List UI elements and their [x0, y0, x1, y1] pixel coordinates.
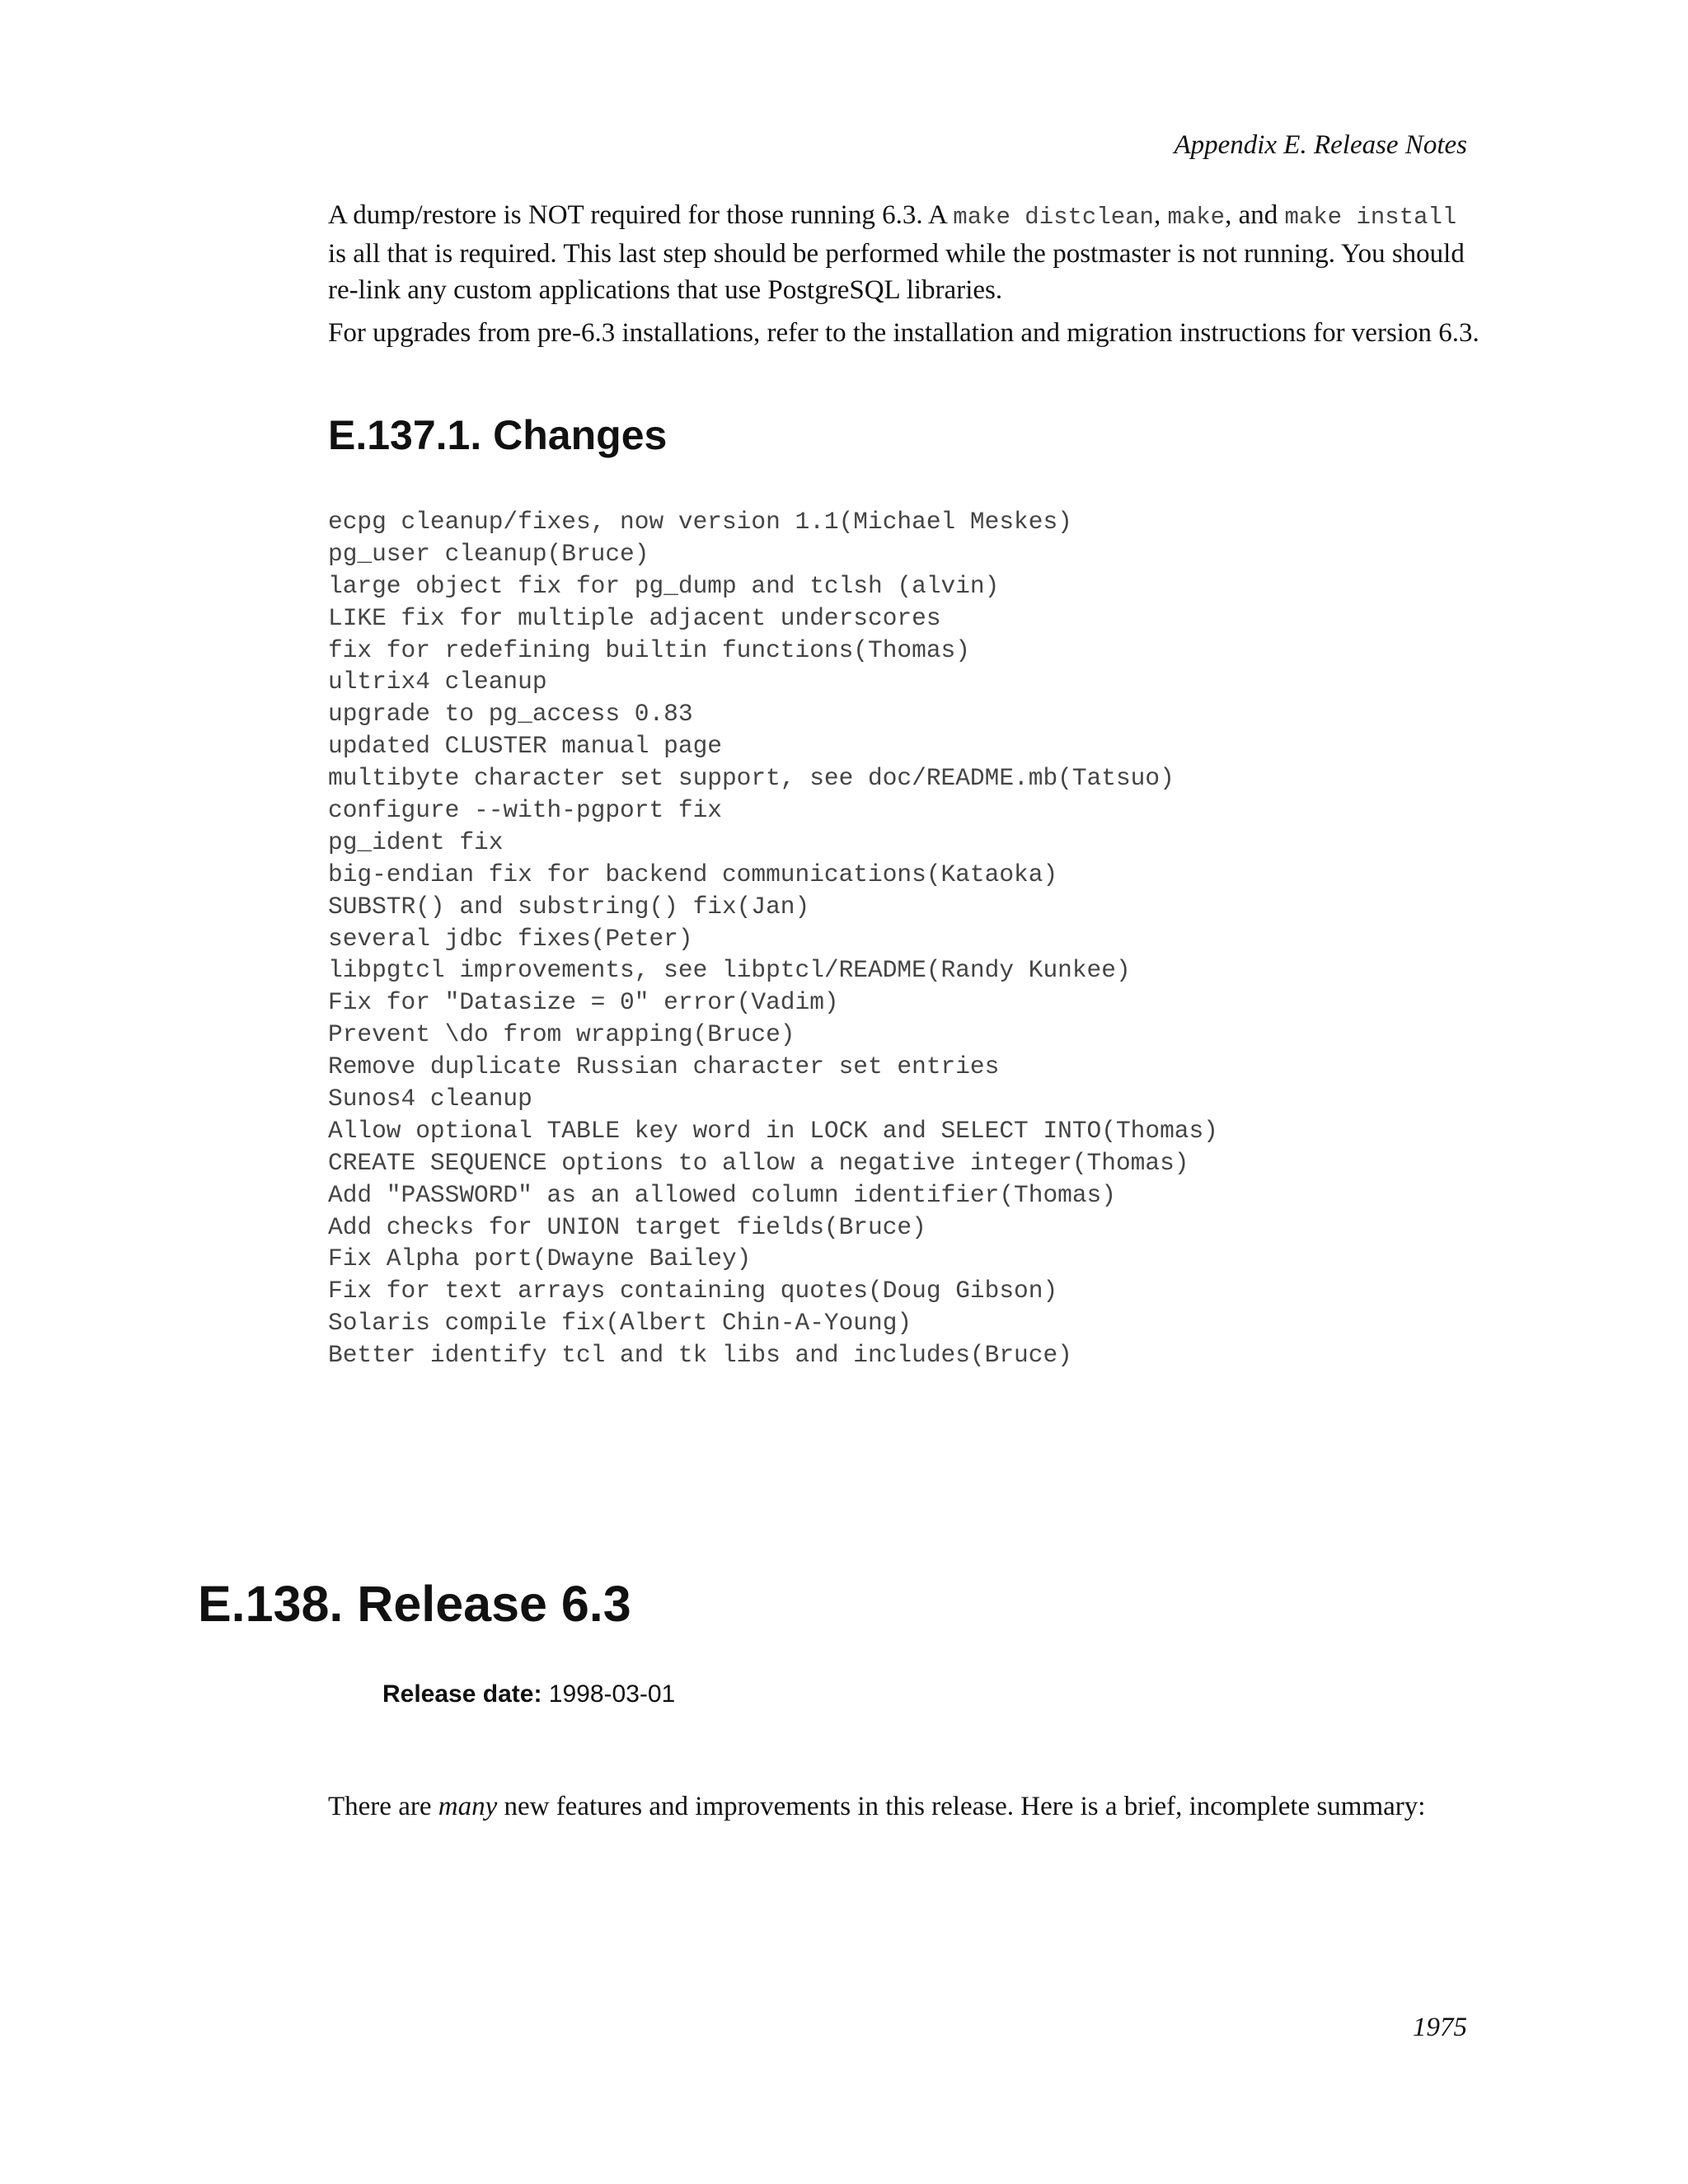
change-item: Better identify tcl and tk libs and includes(Bruce)	[328, 1341, 1072, 1370]
change-item: upgrade to pg_access 0.83	[328, 700, 693, 729]
upgrade-text-4: is all that is required. This last step should be performed while the postmaster is not running. You should re-link any custom applications that use PostgreSQL libraries.	[328, 239, 1465, 305]
code-make-distclean: make distclean	[953, 204, 1154, 231]
change-item: several jdbc fixes(Peter)	[328, 924, 693, 953]
change-item: multibyte character set support, see doc/README.mb(Tatsuo)	[328, 764, 1175, 793]
change-item: updated CLUSTER manual page	[328, 732, 722, 761]
changes-section-heading: E.137.1. Changes	[328, 412, 668, 458]
change-item: pg_user cleanup(Bruce)	[328, 539, 649, 568]
page-number: 1975	[1413, 2013, 1467, 2042]
upgrade-text-2: ,	[1153, 200, 1168, 230]
release-date-label: Release date:	[382, 1680, 542, 1708]
change-item: Remove duplicate Russian character set entries	[328, 1052, 1000, 1081]
summary-text-2: new features and improvements in this release. Here is a brief, incomplete summary:	[497, 1792, 1426, 1821]
summary-emphasis: many	[438, 1792, 498, 1821]
change-item: Add checks for UNION target fields(Bruce)	[328, 1212, 926, 1241]
change-item: Add "PASSWORD" as an allowed column identifier(Thomas)	[328, 1180, 1116, 1209]
pre-63-upgrade-paragraph: For upgrades from pre-6.3 installations, refer to the installation and migration instructions for version 6.3.	[328, 318, 1479, 348]
release-date-value: 1998-03-01	[548, 1680, 676, 1708]
change-item: Allow optional TABLE key word in LOCK and SELECT INTO(Thomas)	[328, 1116, 1218, 1145]
change-item: big-endian fix for backend communications(Kataoka)	[328, 860, 1058, 888]
code-make-install: make install	[1284, 204, 1457, 231]
change-item: Solaris compile fix(Albert Chin-A-Young)	[328, 1309, 912, 1338]
change-item: Fix for text arrays containing quotes(Doug Gibson)	[328, 1277, 1058, 1305]
upgrade-paragraph	[328, 197, 1470, 308]
upgrade-text-1: A dump/restore is NOT required for those running 6.3. A	[328, 200, 954, 230]
change-item: fix for redefining builtin functions(Thomas)	[328, 635, 970, 664]
release-summary-paragraph	[328, 1788, 1470, 1825]
change-item: libpgtcl improvements, see libptcl/README(Randy Kunkee)	[328, 956, 1131, 985]
change-item: CREATE SEQUENCE options to allow a negative integer(Thomas)	[328, 1148, 1189, 1177]
release-heading: E.138. Release 6.3	[198, 1576, 631, 1632]
running-header: Appendix E. Release Notes	[1174, 130, 1467, 160]
change-item: pg_ident fix	[328, 827, 504, 856]
change-item: Fix for "Datasize = 0" error(Vadim)	[328, 988, 839, 1017]
change-item: Fix Alpha port(Dwayne Bailey)	[328, 1244, 752, 1273]
change-item: ultrix4 cleanup	[328, 668, 547, 696]
change-item: large object fix for pg_dump and tclsh (alvin)	[328, 571, 1000, 600]
change-item: ecpg cleanup/fixes, now version 1.1(Michael Meskes)	[328, 508, 1072, 536]
change-item: Prevent \do from wrapping(Bruce)	[328, 1020, 795, 1049]
change-item: configure --with-pgport fix	[328, 796, 722, 825]
upgrade-text-3: , and	[1225, 200, 1285, 230]
summary-text-1: There are	[328, 1792, 438, 1821]
changes-list	[328, 506, 1218, 1371]
change-item: LIKE fix for multiple adjacent underscores	[328, 603, 941, 632]
release-date	[382, 1676, 675, 1713]
change-item: Sunos4 cleanup	[328, 1085, 532, 1113]
code-make: make	[1167, 204, 1226, 231]
change-item: SUBSTR() and substring() fix(Jan)	[328, 892, 810, 921]
